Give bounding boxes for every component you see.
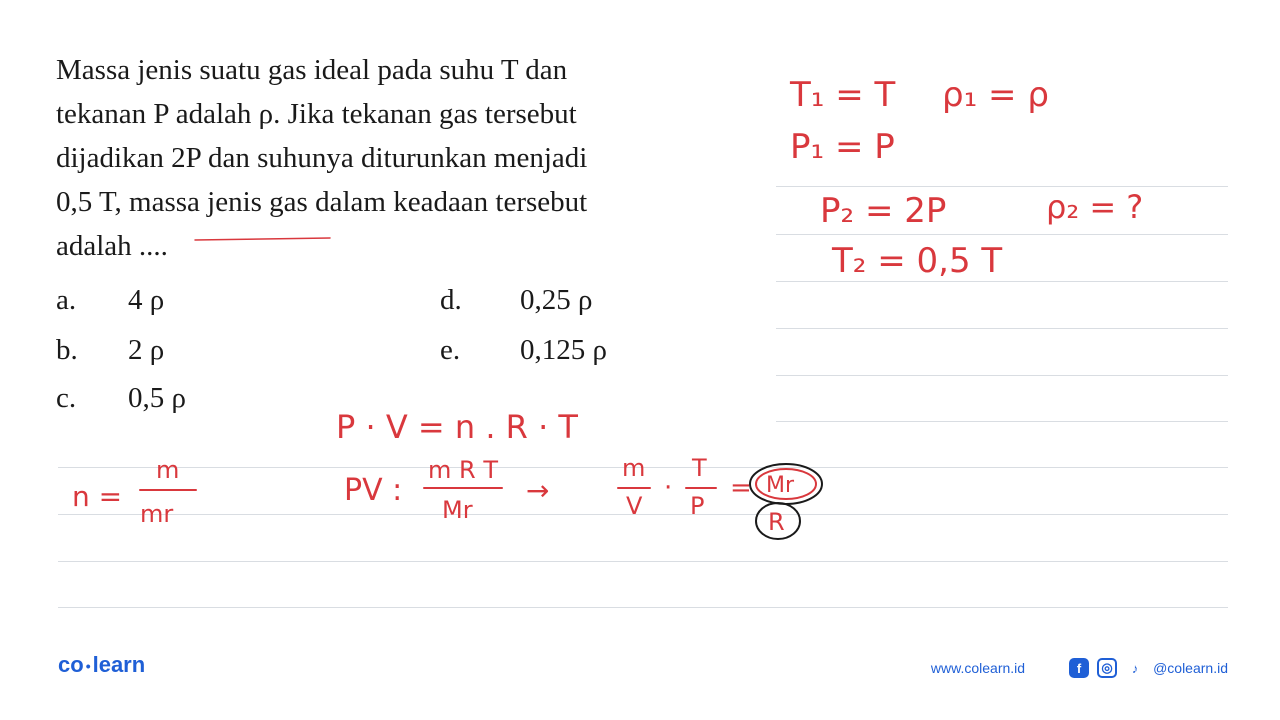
instagram-icon[interactable]: ◎	[1097, 658, 1117, 678]
question-line: adalah ....	[56, 230, 168, 262]
option-c	[56, 382, 186, 415]
ruled-line	[776, 328, 1228, 329]
hand-eq2: =	[730, 473, 752, 503]
circle-mark	[756, 503, 800, 539]
logo-right: learn	[92, 652, 146, 677]
hand-f2-num: T	[692, 454, 707, 482]
ruled-line	[776, 281, 1228, 282]
option-a	[56, 284, 164, 317]
hand-pv-den: Mr	[442, 496, 473, 524]
website-link[interactable]: www.colearn.id	[930, 660, 1026, 676]
question-text	[56, 48, 736, 268]
circle-mark	[756, 469, 816, 499]
ruled-line	[58, 514, 1228, 515]
hand-dot: ·	[664, 473, 673, 503]
tiktok-icon[interactable]: ♪	[1131, 660, 1139, 676]
colearn-logo	[58, 652, 145, 678]
option-value: 4 ρ	[128, 284, 165, 316]
hand-n-den: mr	[140, 500, 174, 528]
hand-n-eq: n =	[72, 480, 123, 513]
ruled-line	[58, 561, 1228, 562]
option-value: 0,25 ρ	[520, 284, 593, 316]
hand-rho2: ρ₂ = ?	[1046, 188, 1144, 226]
question-line: tekanan P adalah ρ. Jika tekanan gas tersebut	[56, 98, 577, 130]
option-value: 0,5 ρ	[128, 382, 186, 414]
option-value: 2 ρ	[128, 334, 165, 366]
hand-pv-eq: PV :	[344, 473, 403, 508]
hand-arrow: →	[526, 474, 550, 507]
footer-links	[931, 658, 1228, 678]
hand-f2-den: P	[690, 492, 705, 520]
social-handle[interactable]: @colearn.id	[1153, 660, 1228, 676]
hand-p2: P₂ = 2P	[820, 191, 947, 231]
option-d	[440, 284, 592, 317]
ruled-line	[776, 234, 1228, 235]
hand-pv-num: m R T	[428, 456, 498, 484]
circle-mark	[750, 464, 822, 504]
hand-f3-den: R	[768, 508, 785, 536]
ruled-line	[776, 421, 1228, 422]
hand-f1-den: V	[626, 492, 643, 520]
logo-dot: •	[85, 658, 91, 675]
ruled-line	[58, 467, 1228, 468]
option-letter: a.	[56, 284, 77, 316]
option-value: 0,125 ρ	[520, 334, 607, 366]
ruled-line	[776, 375, 1228, 376]
logo-left: co	[58, 652, 84, 677]
option-letter: c.	[56, 382, 77, 414]
hand-t2: T₂ = 0,5 T	[832, 241, 1003, 281]
option-letter: b.	[56, 334, 78, 366]
hand-t1: T₁ = T	[790, 75, 896, 115]
question-line: Massa jenis suatu gas ideal pada suhu T dan	[56, 54, 568, 86]
question-line: 0,5 T, massa jenis gas dalam keadaan tersebut	[56, 186, 588, 218]
ruled-line	[776, 186, 1228, 187]
hand-f1-num: m	[622, 454, 646, 482]
hand-n-num: m	[156, 456, 180, 484]
question-line: dijadikan 2P dan suhunya diturunkan menjadi	[56, 142, 588, 174]
hand-f3-num: Mr	[766, 473, 795, 498]
option-letter: d.	[440, 284, 462, 316]
hand-rho1: ρ₁ = ρ	[942, 75, 1049, 115]
option-b	[56, 334, 164, 367]
ruled-line	[58, 607, 1228, 608]
hand-ideal-gas: P · V = n . R · T	[336, 408, 578, 446]
option-letter: e.	[440, 334, 461, 366]
option-e	[440, 334, 607, 367]
facebook-icon[interactable]: f	[1069, 658, 1089, 678]
hand-p1: P₁ = P	[790, 127, 895, 167]
